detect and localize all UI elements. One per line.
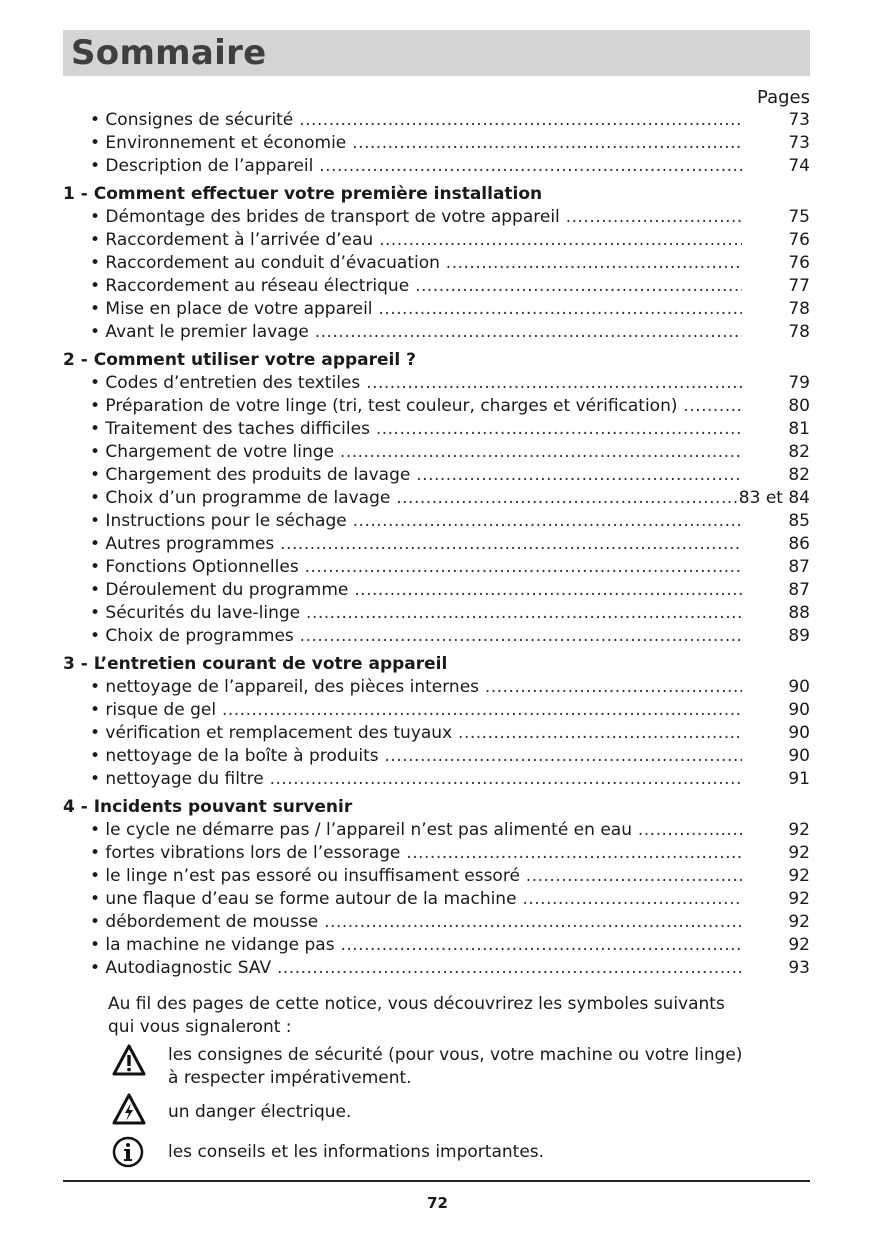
toc-item-label: • vérification et remplacement des tuyaux ..... xyxy=(90,722,742,745)
toc-item[interactable] xyxy=(63,464,810,487)
toc-item[interactable] xyxy=(63,395,810,418)
toc-item-label: • Autres programmes ..... xyxy=(90,533,742,556)
title-bar xyxy=(63,30,810,76)
toc-item-label: • le linge n’est pas essoré ou insuffisament essoré ..... xyxy=(90,865,742,888)
toc-item[interactable] xyxy=(63,768,810,791)
toc-item[interactable] xyxy=(63,865,810,888)
toc-item-page: 87 xyxy=(788,557,810,577)
toc-item-page: 90 xyxy=(788,677,810,697)
toc-item[interactable] xyxy=(63,321,810,344)
toc-item[interactable] xyxy=(63,888,810,911)
toc-item-label: • Choix d’un programme de lavage ..... xyxy=(90,487,738,510)
toc-item-label: • Environnement et économie ..... xyxy=(90,132,742,155)
symbols-intro-line: Au fil des pages de cette notice, vous découvrirez les symboles suivants xyxy=(108,994,725,1014)
toc-item-page: 85 xyxy=(788,511,810,531)
section-heading[interactable]: 1 - Comment effectuer votre première installation xyxy=(63,184,543,204)
toc-item[interactable] xyxy=(63,206,810,229)
toc-item-page: 92 xyxy=(788,889,810,909)
toc-item-label: • Raccordement au réseau électrique ..... xyxy=(90,275,742,298)
toc-item-page: 83 et 84 xyxy=(738,488,810,508)
toc-item[interactable] xyxy=(63,372,810,395)
page-title: Sommaire xyxy=(71,33,267,73)
toc-item[interactable] xyxy=(63,487,810,510)
toc-item-label: • une flaque d’eau se forme autour de la machine ..... xyxy=(90,888,742,911)
toc-item[interactable] xyxy=(63,934,810,957)
toc-item-label: • Chargement des produits de lavage ..... xyxy=(90,464,742,487)
toc-item-label: • nettoyage de l’appareil, des pièces internes ..... xyxy=(90,676,742,699)
toc-item-label: • fortes vibrations lors de l’essorage ..... xyxy=(90,842,742,865)
toc-item[interactable] xyxy=(63,579,810,602)
warning-triangle-icon xyxy=(112,1044,144,1076)
toc-item-page: 78 xyxy=(788,322,810,342)
toc-item[interactable] xyxy=(63,842,810,865)
toc-item-page: 90 xyxy=(788,746,810,766)
footer-divider xyxy=(63,1180,810,1182)
toc-item-label: • Démontage des brides de transport de votre appareil ..... xyxy=(90,206,742,229)
toc-item-page: 78 xyxy=(788,299,810,319)
toc-item-label: • Préparation de votre linge (tri, test couleur, charges et vérification) ..... xyxy=(90,395,742,418)
symbol-description: à respecter impérativement. xyxy=(168,1068,412,1088)
symbol-description: les conseils et les informations importantes. xyxy=(168,1142,545,1162)
toc-item[interactable] xyxy=(63,298,810,321)
toc-item-label: • Traitement des taches difficiles ..... xyxy=(90,418,742,441)
section-heading[interactable]: 4 - Incidents pouvant survenir xyxy=(63,797,353,817)
toc-item-page: 90 xyxy=(788,700,810,720)
toc-item-page: 91 xyxy=(788,769,810,789)
toc-item-page: 77 xyxy=(788,276,810,296)
toc-item-label: • la machine ne vidange pas ..... xyxy=(90,934,742,957)
toc-item[interactable] xyxy=(63,911,810,934)
toc-item[interactable] xyxy=(63,155,810,178)
toc-item[interactable] xyxy=(63,229,810,252)
toc-item[interactable] xyxy=(63,275,810,298)
toc-item-page: 81 xyxy=(788,419,810,439)
pages-column-header: Pages xyxy=(757,87,810,108)
table-of-contents xyxy=(63,109,810,980)
toc-item-page: 92 xyxy=(788,912,810,932)
info-circle-icon xyxy=(112,1136,144,1168)
toc-item[interactable] xyxy=(63,441,810,464)
toc-item-page: 76 xyxy=(788,253,810,273)
toc-item-label: • Raccordement à l’arrivée d’eau ..... xyxy=(90,229,742,252)
toc-item-label: • Codes d’entretien des textiles ..... xyxy=(90,372,742,395)
toc-item[interactable] xyxy=(63,252,810,275)
toc-item-page: 82 xyxy=(788,442,810,462)
toc-item-page: 73 xyxy=(788,133,810,153)
toc-item-label: • le cycle ne démarre pas / l’appareil n’est pas alimenté en eau ..... xyxy=(90,819,742,842)
toc-item-label: • Avant le premier lavage ..... xyxy=(90,321,742,344)
toc-item[interactable] xyxy=(63,957,810,980)
toc-item[interactable] xyxy=(63,676,810,699)
symbols-intro xyxy=(108,993,748,1039)
toc-item-page: 82 xyxy=(788,465,810,485)
electric-danger-icon xyxy=(112,1093,144,1125)
toc-item[interactable] xyxy=(63,109,810,132)
toc-item[interactable] xyxy=(63,819,810,842)
toc-item-label: • Mise en place de votre appareil ..... xyxy=(90,298,742,321)
toc-item-label: • Description de l’appareil ..... xyxy=(90,155,742,178)
toc-item-label: • nettoyage du filtre ..... xyxy=(90,768,742,791)
toc-item-page: 75 xyxy=(788,207,810,227)
toc-item-label: • Choix de programmes ..... xyxy=(90,625,742,648)
toc-item-page: 74 xyxy=(788,156,810,176)
toc-item-page: 76 xyxy=(788,230,810,250)
toc-item-page: 80 xyxy=(788,396,810,416)
toc-item-page: 92 xyxy=(788,820,810,840)
toc-item[interactable] xyxy=(63,418,810,441)
toc-item[interactable] xyxy=(63,556,810,579)
toc-item[interactable] xyxy=(63,722,810,745)
toc-item-label: • risque de gel ..... xyxy=(90,699,742,722)
toc-item-label: • Sécurités du lave-linge ..... xyxy=(90,602,742,625)
toc-item-label: • nettoyage de la boîte à produits ..... xyxy=(90,745,742,768)
toc-item[interactable] xyxy=(63,533,810,556)
toc-item-label: • Instructions pour le séchage ..... xyxy=(90,510,742,533)
toc-item-page: 93 xyxy=(788,958,810,978)
toc-item-page: 92 xyxy=(788,866,810,886)
symbol-description: un danger électrique. xyxy=(168,1102,352,1122)
toc-item-label: • Autodiagnostic SAV ..... xyxy=(90,957,742,980)
toc-item[interactable] xyxy=(63,699,810,722)
toc-item[interactable] xyxy=(63,625,810,648)
toc-item-page: 79 xyxy=(788,373,810,393)
toc-item-label: • Déroulement du programme ..... xyxy=(90,579,742,602)
toc-item[interactable] xyxy=(63,510,810,533)
page-number: 72 xyxy=(427,1194,448,1212)
toc-item-page: 89 xyxy=(788,626,810,646)
toc-item[interactable] xyxy=(63,602,810,625)
symbols-intro-line: qui vous signaleront : xyxy=(108,1017,292,1037)
section-heading[interactable]: 3 - L’entretien courant de votre appareil xyxy=(63,654,448,674)
toc-item-label: • Fonctions Optionnelles ..... xyxy=(90,556,742,579)
section-heading[interactable]: 2 - Comment utiliser votre appareil ? xyxy=(63,350,416,370)
toc-item-page: 92 xyxy=(788,935,810,955)
toc-item-label: • Raccordement au conduit d’évacuation ..... xyxy=(90,252,742,275)
toc-item-label: • Consignes de sécurité ..... xyxy=(90,109,742,132)
toc-item[interactable] xyxy=(63,745,810,768)
toc-item[interactable] xyxy=(63,132,810,155)
toc-item-page: 86 xyxy=(788,534,810,554)
toc-item-label: • Chargement de votre linge ..... xyxy=(90,441,742,464)
toc-item-label: • débordement de mousse ..... xyxy=(90,911,742,934)
symbol-description: les consignes de sécurité (pour vous, votre machine ou votre linge) xyxy=(168,1045,743,1065)
toc-item-page: 90 xyxy=(788,723,810,743)
toc-item-page: 88 xyxy=(788,603,810,623)
toc-item-page: 87 xyxy=(788,580,810,600)
toc-item-page: 92 xyxy=(788,843,810,863)
toc-item-page: 73 xyxy=(788,110,810,130)
